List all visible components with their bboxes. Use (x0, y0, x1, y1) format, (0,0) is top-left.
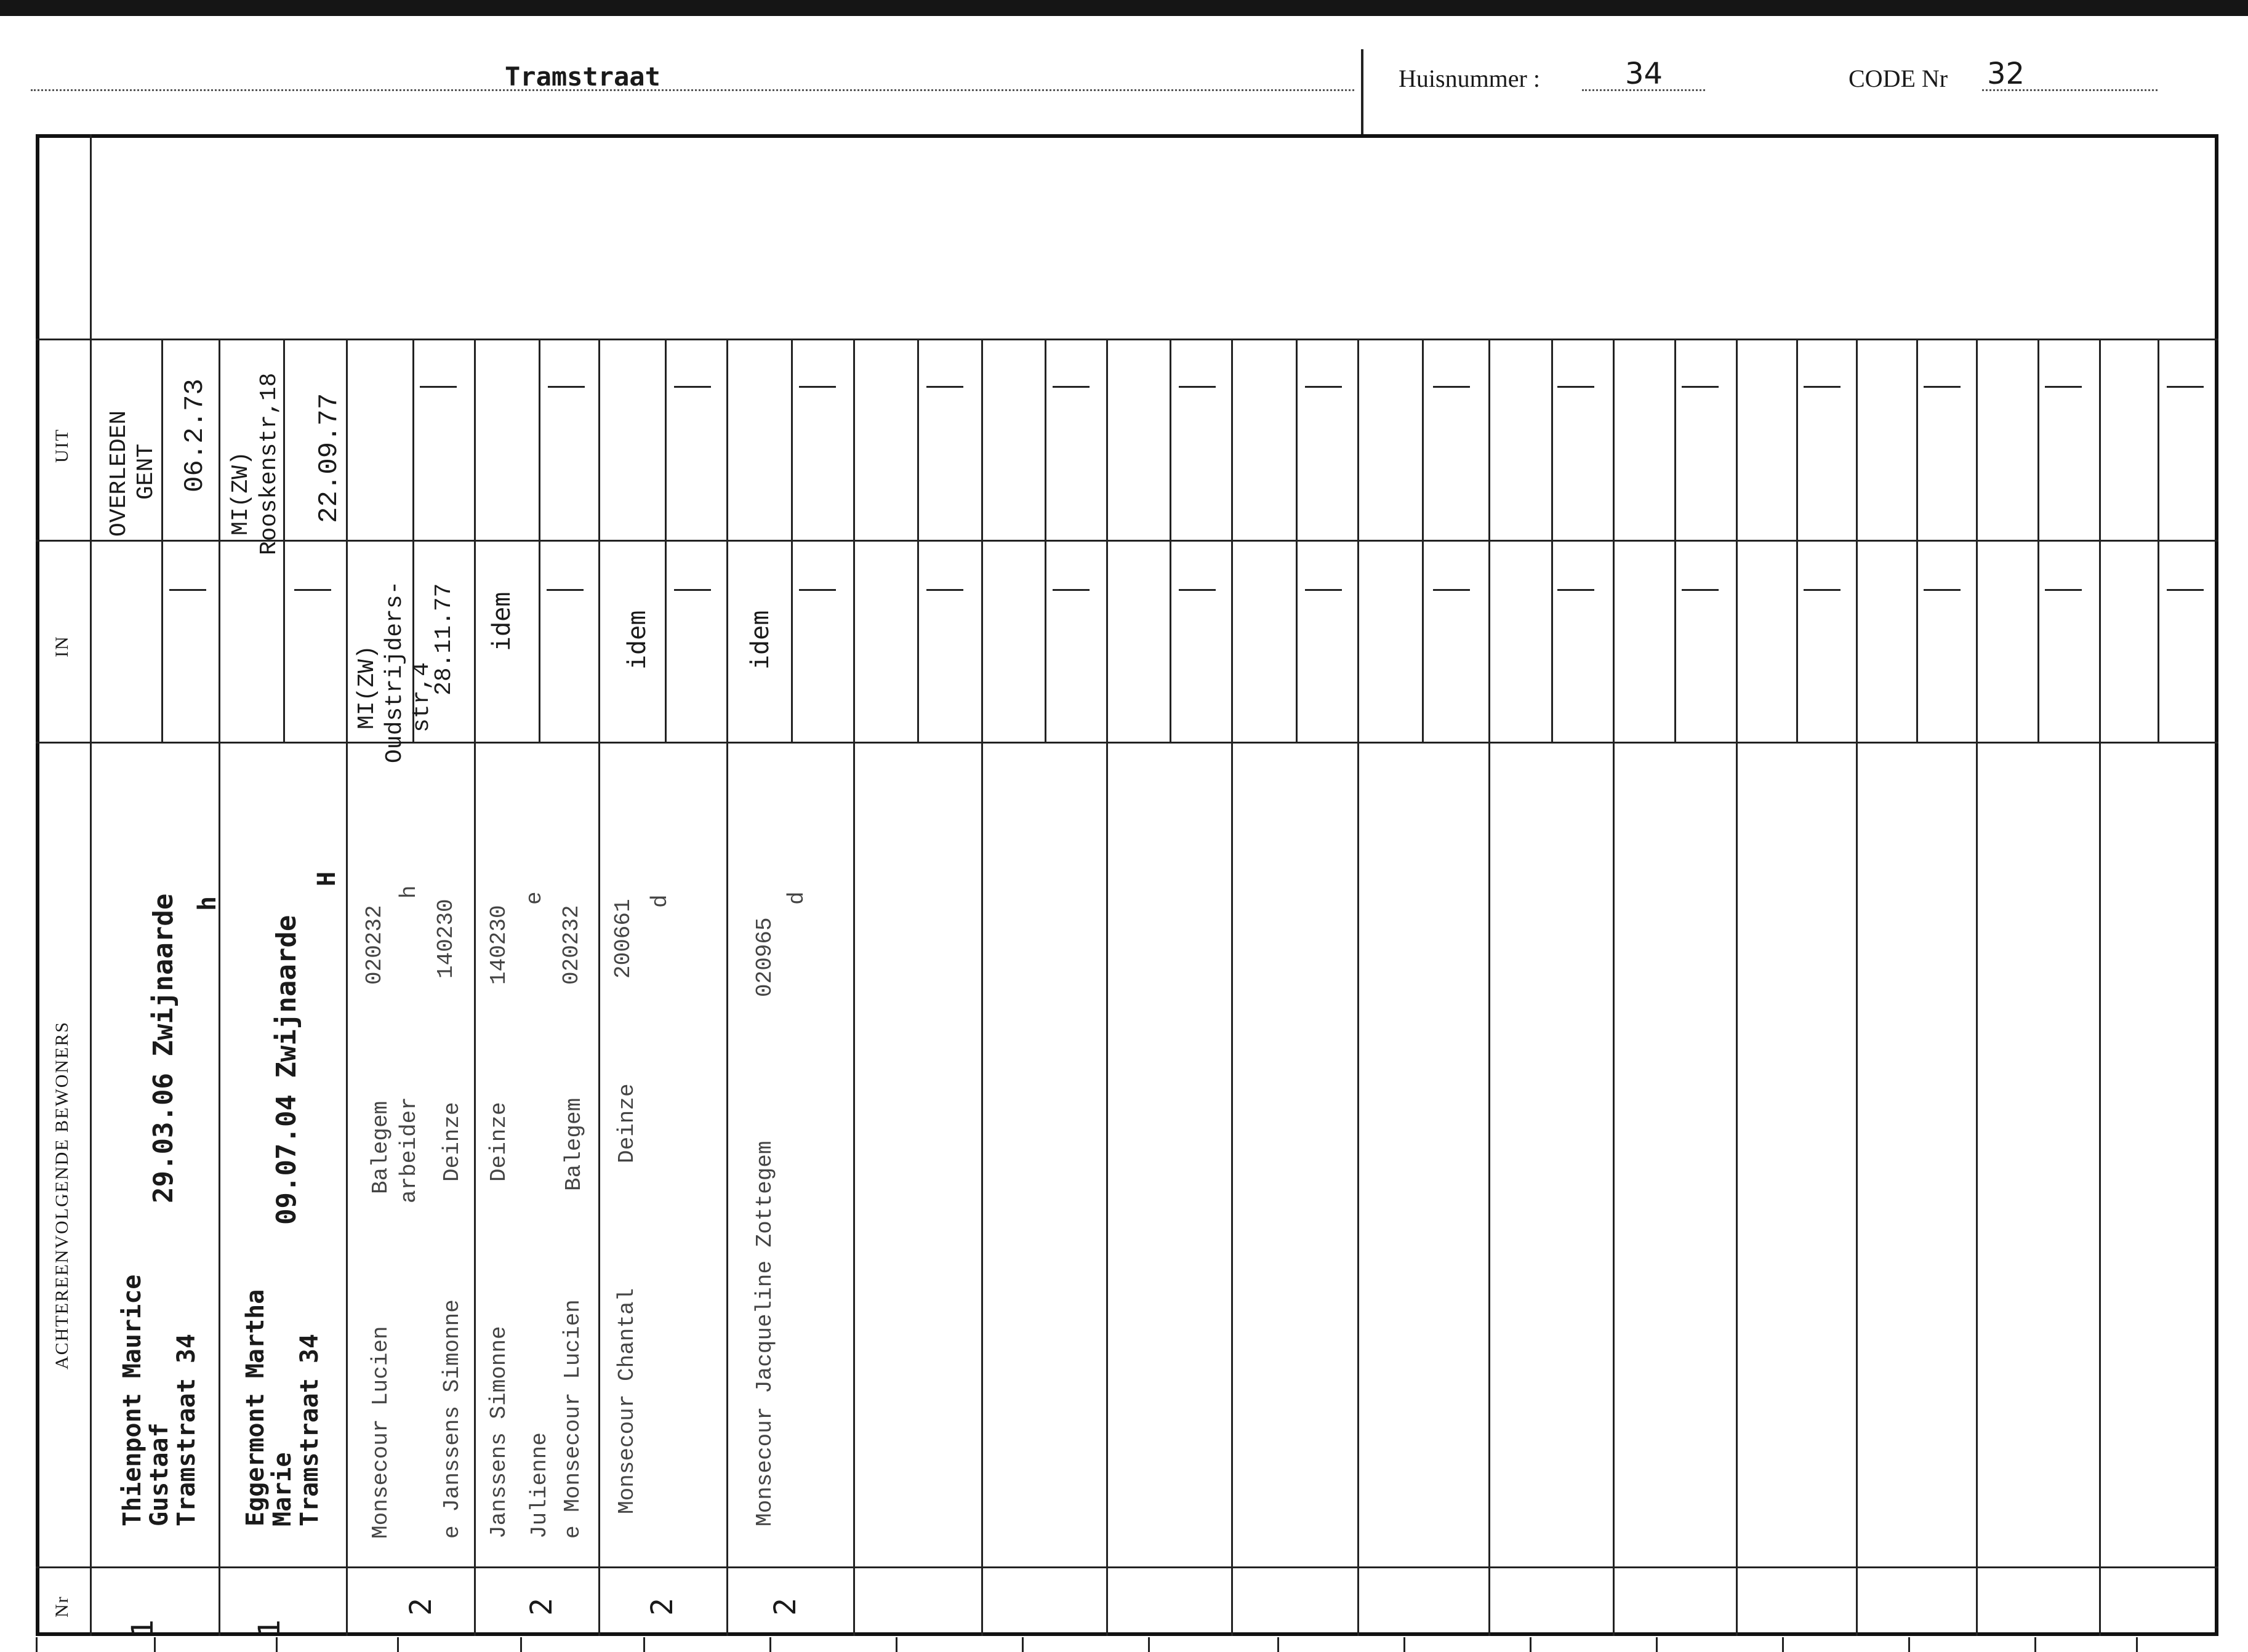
in-origin: MI(ZW) (354, 645, 380, 729)
empty-dash (1924, 386, 1961, 388)
in-date: 28.11.77 (431, 583, 457, 696)
empty-dash (547, 589, 584, 591)
spouse-birthplace: Balegem (561, 1097, 587, 1191)
edge-tick (1277, 1637, 1279, 1652)
column-line (1976, 339, 1978, 1636)
resident-nr: 2 (645, 1598, 680, 1616)
empty-dash (1557, 386, 1594, 388)
row-label-nr: Nr (52, 1595, 72, 1618)
sub-column-line (2158, 339, 2159, 742)
resident-name-line-1: Eggermont Martha (241, 1289, 270, 1526)
scan-top-edge (0, 0, 2248, 16)
edge-tick (520, 1637, 522, 1652)
sub-column-line (161, 339, 163, 742)
uit-date: 06.2.73 (180, 379, 211, 492)
empty-dash (1179, 386, 1216, 388)
code-label: CODE Nr (1849, 65, 1948, 92)
uit-destination: MI(ZW) (228, 451, 254, 535)
empty-dash (420, 386, 457, 388)
resident-address: Tramstraat 34 (172, 1333, 201, 1526)
empty-dash (1305, 386, 1342, 388)
resident-code: d (784, 891, 809, 905)
empty-dash (926, 386, 963, 388)
column-line (1488, 339, 1490, 1636)
empty-dash (1053, 589, 1090, 591)
resident-occupation: arbeider (396, 1097, 422, 1203)
nr-top-line (36, 1566, 2218, 1568)
empty-dash (1682, 386, 1719, 388)
sub-column-line (539, 339, 540, 742)
resident-number: 020232 (362, 905, 387, 985)
resident-nr: 1 (252, 1619, 287, 1637)
empty-dash (1924, 589, 1961, 591)
edge-tick (36, 1637, 38, 1652)
house-number-value: 34 (1625, 57, 1663, 91)
resident-nr: 2 (404, 1598, 438, 1616)
resident-name: Janssens Simonne (486, 1326, 512, 1539)
column-line (1736, 339, 1738, 1636)
sub-column-line (1674, 339, 1676, 742)
resident-nr: 1 (126, 1619, 160, 1637)
uit-overleden: OVERLEDEN (106, 410, 132, 537)
column-line (474, 339, 476, 1636)
empty-dash (1682, 589, 1719, 591)
resident-spouse: e Monsecour Lucien (560, 1299, 585, 1539)
resident-number: 200661 (611, 899, 636, 979)
uit-top-line (36, 339, 2218, 340)
empty-dash (674, 386, 711, 388)
resident-name: Monsecour Chantal (614, 1288, 640, 1514)
column-line (1613, 339, 1615, 1636)
resident-code: h (193, 896, 222, 911)
row-label-in: IN (52, 635, 72, 657)
resident-birth: 09.07.04 Zwijnaarde (271, 915, 302, 1225)
edge-tick (896, 1637, 897, 1652)
bewoners-top-line (36, 742, 2218, 744)
sub-column-line (1916, 339, 1918, 742)
column-line (598, 339, 600, 1636)
resident-nr: 2 (768, 1598, 803, 1616)
column-line (1231, 339, 1233, 1636)
house-number-dotted-line (1582, 89, 1705, 91)
uit-street: Rooskenstr,18 (256, 372, 283, 555)
empty-dash (1804, 589, 1841, 591)
empty-dash (1179, 589, 1216, 591)
column-line (853, 339, 855, 1636)
edge-tick (769, 1637, 771, 1652)
empty-dash (1433, 589, 1470, 591)
edge-tick (1022, 1637, 1024, 1652)
sub-column-line (917, 339, 919, 742)
label-column-line (90, 134, 92, 1636)
empty-dash (1433, 386, 1470, 388)
street-name: Tramstraat (505, 62, 660, 92)
edge-tick (1782, 1637, 1784, 1652)
empty-dash (2167, 386, 2204, 388)
column-line (1856, 339, 1858, 1636)
code-number-value: 32 (1987, 57, 2025, 91)
empty-dash (294, 589, 331, 591)
empty-dash (1804, 386, 1841, 388)
code-dotted-line (1982, 89, 2158, 91)
empty-dash (799, 589, 836, 591)
resident-name-line-1: Thienpont Maurice (118, 1274, 147, 1526)
column-line (2099, 339, 2101, 1636)
edge-tick (397, 1637, 399, 1652)
resident-code: d (648, 894, 673, 908)
empty-dash (2167, 589, 2204, 591)
resident-name: Monsecour Lucien (368, 1326, 393, 1539)
empty-dash (2045, 589, 2082, 591)
edge-tick (1656, 1637, 1658, 1652)
resident-number: 140230 (486, 905, 512, 985)
empty-dash (799, 386, 836, 388)
sub-column-line (283, 339, 285, 742)
empty-dash (169, 589, 206, 591)
sub-column-line (1045, 339, 1046, 742)
empty-dash (2045, 386, 2082, 388)
resident-number: 020965 (752, 917, 777, 997)
spouse-birthplace: Deinze (440, 1102, 465, 1182)
spouse-number: 020232 (559, 905, 584, 985)
in-idem: idem (623, 610, 651, 670)
empty-dash (1305, 589, 1342, 591)
house-number-label: Huisnummer : (1399, 65, 1540, 92)
resident-birthplace: Balegem (368, 1101, 393, 1194)
edge-tick (154, 1637, 156, 1652)
resident-birth: 29.03.06 Zwijnaarde (148, 893, 179, 1203)
column-line (1106, 339, 1108, 1636)
empty-dash (926, 589, 963, 591)
resident-code: h (396, 885, 422, 899)
empty-dash (674, 589, 711, 591)
uit-city: GENT (133, 443, 159, 500)
resident-code: e (522, 891, 547, 905)
column-line (219, 339, 220, 1636)
sub-column-line (1296, 339, 1298, 742)
in-street: Oudstrijders- (382, 580, 408, 763)
uit-date: 22.09.77 (314, 393, 345, 523)
edge-tick (1148, 1637, 1150, 1652)
resident-birthplace: Deinze (486, 1102, 512, 1182)
sub-column-line (1422, 339, 1424, 742)
column-line (1357, 339, 1359, 1636)
resident-name-2: Julienne (527, 1432, 552, 1539)
column-line (346, 339, 348, 1636)
empty-dash (1053, 386, 1090, 388)
edge-tick (1530, 1637, 1531, 1652)
edge-tick (276, 1637, 278, 1652)
edge-tick (1908, 1637, 1910, 1652)
sub-column-line (791, 339, 793, 742)
edge-tick (2034, 1637, 2036, 1652)
edge-tick (2136, 1637, 2138, 1652)
resident-name-line-2: Marie (268, 1452, 297, 1526)
in-top-line (36, 540, 2218, 542)
resident-nr: 2 (524, 1598, 559, 1616)
in-idem: idem (488, 591, 516, 651)
resident-birthplace: Deinze (614, 1083, 640, 1163)
resident-spouse: e Janssens Simonne (440, 1299, 465, 1539)
header-separator (1361, 49, 1363, 135)
street-dotted-line (31, 89, 1354, 91)
register-card (36, 134, 2218, 1636)
spouse-number: 140230 (433, 899, 459, 979)
column-line (726, 339, 728, 1636)
resident-name-line-2: Gustaaf (145, 1422, 174, 1526)
row-label-uit: UIT (52, 428, 72, 463)
sub-column-line (1551, 339, 1553, 742)
row-label-bewoners: ACHTEREENVOLGENDE BEWONERS (52, 1020, 72, 1369)
resident-name: Monsecour Jacqueline Zottegem (752, 1141, 777, 1526)
edge-tick (643, 1637, 645, 1652)
in-street-2: str,4 (409, 662, 435, 732)
in-idem: idem (746, 610, 774, 670)
resident-address: Tramstraat 34 (295, 1333, 324, 1526)
empty-dash (548, 386, 585, 388)
sub-column-line (1796, 339, 1798, 742)
column-line (981, 339, 983, 1636)
empty-dash (1557, 589, 1594, 591)
sub-column-line (2037, 339, 2039, 742)
sub-column-line (665, 339, 667, 742)
sub-column-line (1170, 339, 1171, 742)
resident-code: H (313, 871, 341, 886)
edge-tick (1403, 1637, 1405, 1652)
